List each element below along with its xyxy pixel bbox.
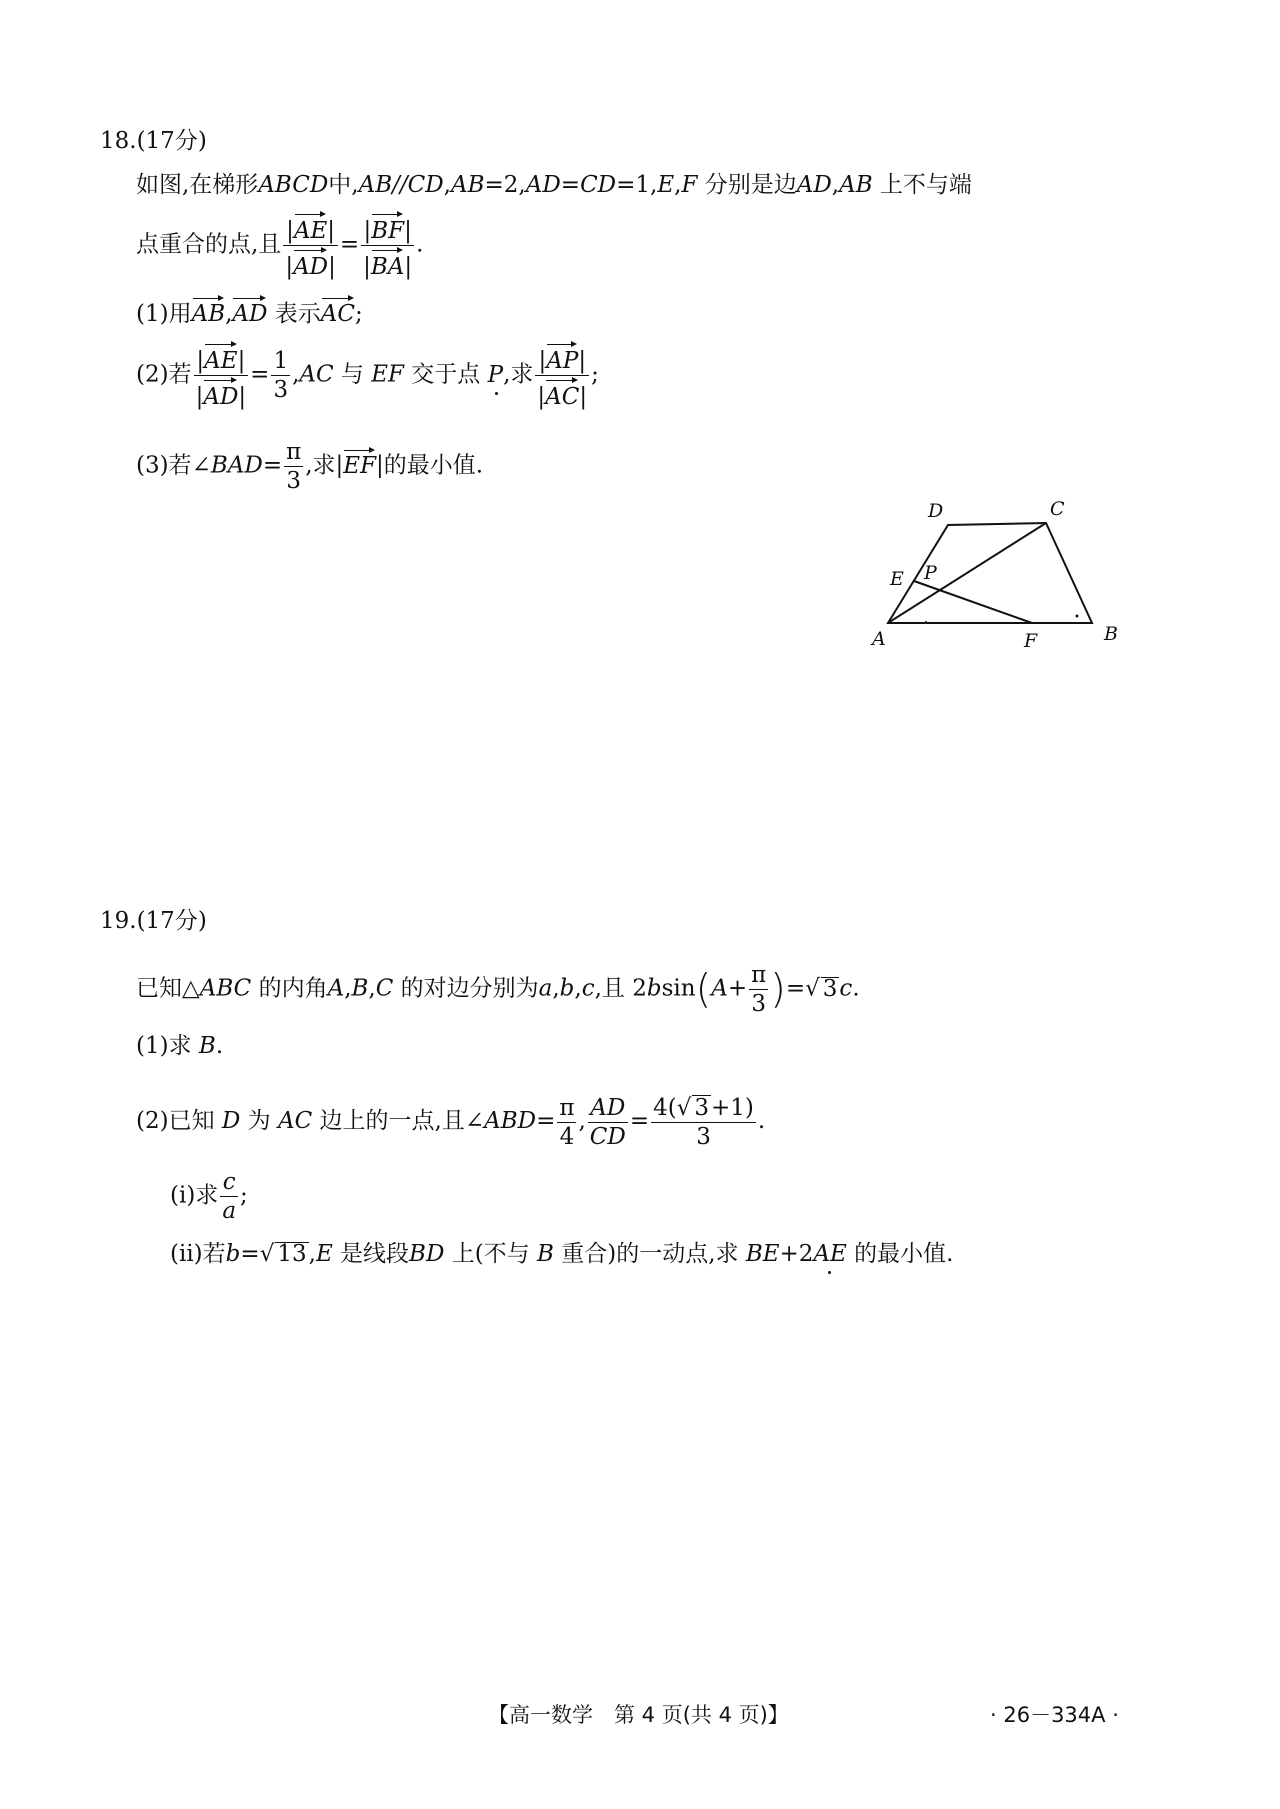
var: EF xyxy=(371,361,404,388)
var: BAD xyxy=(210,452,263,479)
text: (1)用 xyxy=(136,301,192,327)
var: ABC xyxy=(199,975,252,1002)
var: AB xyxy=(358,172,393,198)
vector: EF xyxy=(343,448,376,478)
label-e: E xyxy=(890,568,904,590)
var: D xyxy=(221,1108,241,1135)
text: ; xyxy=(240,1182,248,1209)
text: , xyxy=(578,1108,586,1135)
q19-number: 19. xyxy=(100,908,137,934)
fraction: $\frac{\pi}{3}$ xyxy=(751,962,767,1018)
text: 点重合的点,且 xyxy=(136,231,282,258)
var: B xyxy=(198,1033,216,1059)
text: ,且 2 xyxy=(594,975,647,1002)
text: 已知△ xyxy=(136,975,200,1002)
text: ; xyxy=(591,361,599,388)
text: , xyxy=(368,975,376,1002)
paren: ( xyxy=(695,966,712,1013)
label-c: C xyxy=(1050,498,1065,520)
vector: AC xyxy=(321,296,355,326)
var: BE xyxy=(745,1241,780,1267)
var: F xyxy=(681,172,698,198)
text: (1)求 xyxy=(136,1033,192,1059)
paren: ) xyxy=(770,966,786,1013)
fraction: $\frac{|BF|}{|BA|}$ xyxy=(361,212,414,279)
text: + xyxy=(727,975,748,1002)
q19-header xyxy=(100,910,207,933)
page-footer-code: · 26－334A · xyxy=(990,1703,1119,1727)
text: 的内角 xyxy=(258,975,328,1002)
var: AC xyxy=(299,361,334,388)
vector: AE xyxy=(204,342,237,373)
var: b xyxy=(646,975,662,1002)
var: E xyxy=(315,1241,333,1267)
text: 交于点 xyxy=(411,361,481,388)
var: c xyxy=(839,975,853,1002)
var: ABCD xyxy=(258,172,329,198)
text: , xyxy=(831,172,840,198)
var: b xyxy=(559,975,575,1002)
q18-stem-line1 xyxy=(136,174,972,197)
var: B xyxy=(537,1241,554,1267)
text: ,求 xyxy=(305,452,336,479)
label-p: P xyxy=(924,562,937,584)
vector: AD xyxy=(293,248,328,279)
var: AD xyxy=(796,172,832,198)
vector: AD xyxy=(203,378,238,409)
text: 中, xyxy=(328,172,359,198)
text: 边上的一点,且∠ xyxy=(319,1108,485,1135)
var: b xyxy=(225,1241,241,1267)
sqrt: 3 xyxy=(822,975,838,1002)
segment-ac xyxy=(888,523,1046,623)
var: c xyxy=(581,975,595,1002)
text: = xyxy=(240,1241,260,1267)
text: = xyxy=(560,172,581,198)
dot-mark xyxy=(925,621,927,623)
text: +2 xyxy=(779,1241,814,1267)
text: 表示 xyxy=(274,301,321,327)
trapezoid-figure xyxy=(860,495,1130,665)
var: P xyxy=(487,361,504,388)
text: , xyxy=(292,361,300,388)
text: ; xyxy=(355,301,363,327)
var: AE xyxy=(813,1241,847,1267)
text: 重合)的一动点,求 xyxy=(561,1241,739,1267)
var: BD xyxy=(409,1241,445,1267)
text: 的最小值. xyxy=(854,1241,954,1267)
q19-stem: 已知△ABC 的内角A,B,C 的对边分别为a,b,c,且 2bsin(A+ $\frac{\pi}{3}$ )=√ 3c. xyxy=(136,962,860,1018)
var: C xyxy=(375,975,394,1002)
text: , xyxy=(308,1241,316,1267)
text: , xyxy=(225,301,233,327)
vector: BF xyxy=(371,212,404,243)
fraction: $\frac{\pi}{3}$ xyxy=(286,439,302,495)
text: (2)若 xyxy=(136,361,192,388)
text: 上(不与 xyxy=(451,1241,530,1267)
text: 如图,在梯形 xyxy=(136,172,259,198)
dot-mark xyxy=(1076,615,1079,618)
text: , xyxy=(674,172,682,198)
sqrt: 13 xyxy=(277,1241,307,1267)
fraction: $\frac{|AE|}{|AD|}$ xyxy=(283,212,338,279)
text: = xyxy=(262,452,283,479)
text: sin xyxy=(661,975,696,1002)
vector: AE xyxy=(294,212,327,243)
text: ,求 xyxy=(503,361,534,388)
q18-stem-line2: 点重合的点,且 $\frac{|AE|}{|AD|}$ = $\frac{|BF|}{|BA|}$ . xyxy=(136,212,423,279)
label-d: D xyxy=(928,500,944,522)
q18-part1 xyxy=(136,296,363,326)
var: CD xyxy=(580,172,617,198)
q18-score: (17分) xyxy=(136,128,207,154)
text: (2)已知 xyxy=(136,1108,215,1135)
q18-part3: (3)若∠BAD= $\frac{\pi}{3}$ ,求|EF|的最小值. xyxy=(136,439,484,495)
q19-part2-i xyxy=(170,1170,248,1223)
vector: AP xyxy=(546,342,578,373)
q18-number: 18. xyxy=(100,128,137,154)
text: 与 xyxy=(340,361,364,388)
var: a xyxy=(538,975,553,1002)
var: E xyxy=(657,172,675,198)
vector: AD xyxy=(232,296,267,326)
text: . xyxy=(215,1033,224,1059)
q19-part1 xyxy=(136,1035,223,1058)
label-f: F xyxy=(1024,630,1038,652)
fraction: $\frac{c}{a}$ xyxy=(222,1169,237,1225)
var: AB xyxy=(839,172,873,198)
var: AB xyxy=(450,172,485,198)
q18-part2 xyxy=(136,342,599,409)
var: CD xyxy=(407,172,444,198)
text: =2, xyxy=(484,172,526,198)
text: 的最小值. xyxy=(383,452,484,479)
var: AC xyxy=(277,1108,313,1135)
text: = xyxy=(629,1108,650,1135)
text: 上不与端 xyxy=(879,172,972,198)
q19-part2-ii: (ⅱ)若b=√ 13,E 是线段BD 上(不与 B 重合)的一动点,求 BE+2AE 的最小值. xyxy=(170,1241,954,1267)
fraction: $\frac{1}{3}$ xyxy=(273,348,289,404)
vector: AC xyxy=(545,378,579,409)
text: . xyxy=(416,231,424,258)
var: A xyxy=(327,975,345,1002)
parallel-symbol: // xyxy=(392,172,408,198)
label-b: B xyxy=(1104,623,1118,645)
var: A xyxy=(711,975,728,1002)
q18-header xyxy=(100,130,207,153)
text: 是线段 xyxy=(340,1241,410,1267)
segment-ef xyxy=(914,581,1032,623)
vector: BA xyxy=(371,248,405,279)
label-a: A xyxy=(872,628,886,650)
text: , xyxy=(344,975,352,1002)
fraction: $\frac{|AE|}{|AD|}$ xyxy=(194,342,249,409)
text: . xyxy=(852,975,860,1002)
fraction: $\frac{|AP|}{|AC|}$ xyxy=(535,342,589,409)
text: , xyxy=(443,172,451,198)
text: (ⅱ)若 xyxy=(170,1241,226,1267)
text: . xyxy=(757,1108,766,1135)
text: , xyxy=(552,975,560,1002)
text: = xyxy=(785,975,806,1002)
text: 的对边分别为 xyxy=(400,975,539,1002)
q19-score: (17分) xyxy=(136,908,207,934)
text: =1, xyxy=(616,172,658,198)
page-footer-center: 【高一数学 第 4 页(共 4 页)】 xyxy=(488,1703,789,1727)
fraction: $\frac{AD}{CD}$ xyxy=(589,1094,626,1150)
fraction: $\frac{4(√ 3+1)}{3}$ xyxy=(653,1095,754,1151)
var: ABD xyxy=(484,1108,537,1135)
text: (ⅰ)求 xyxy=(170,1182,219,1209)
vector: AB xyxy=(192,296,226,326)
text: (3)若∠ xyxy=(136,452,211,479)
text: 为 xyxy=(247,1108,271,1135)
var: B xyxy=(351,975,369,1002)
text: 分别是边 xyxy=(704,172,797,198)
text: , xyxy=(574,975,582,1002)
fraction: $\frac{\pi}{4}$ xyxy=(559,1094,575,1150)
text: = xyxy=(250,361,270,388)
q19-part2 xyxy=(136,1095,765,1149)
var: AD xyxy=(525,172,561,198)
text: = xyxy=(536,1108,556,1135)
